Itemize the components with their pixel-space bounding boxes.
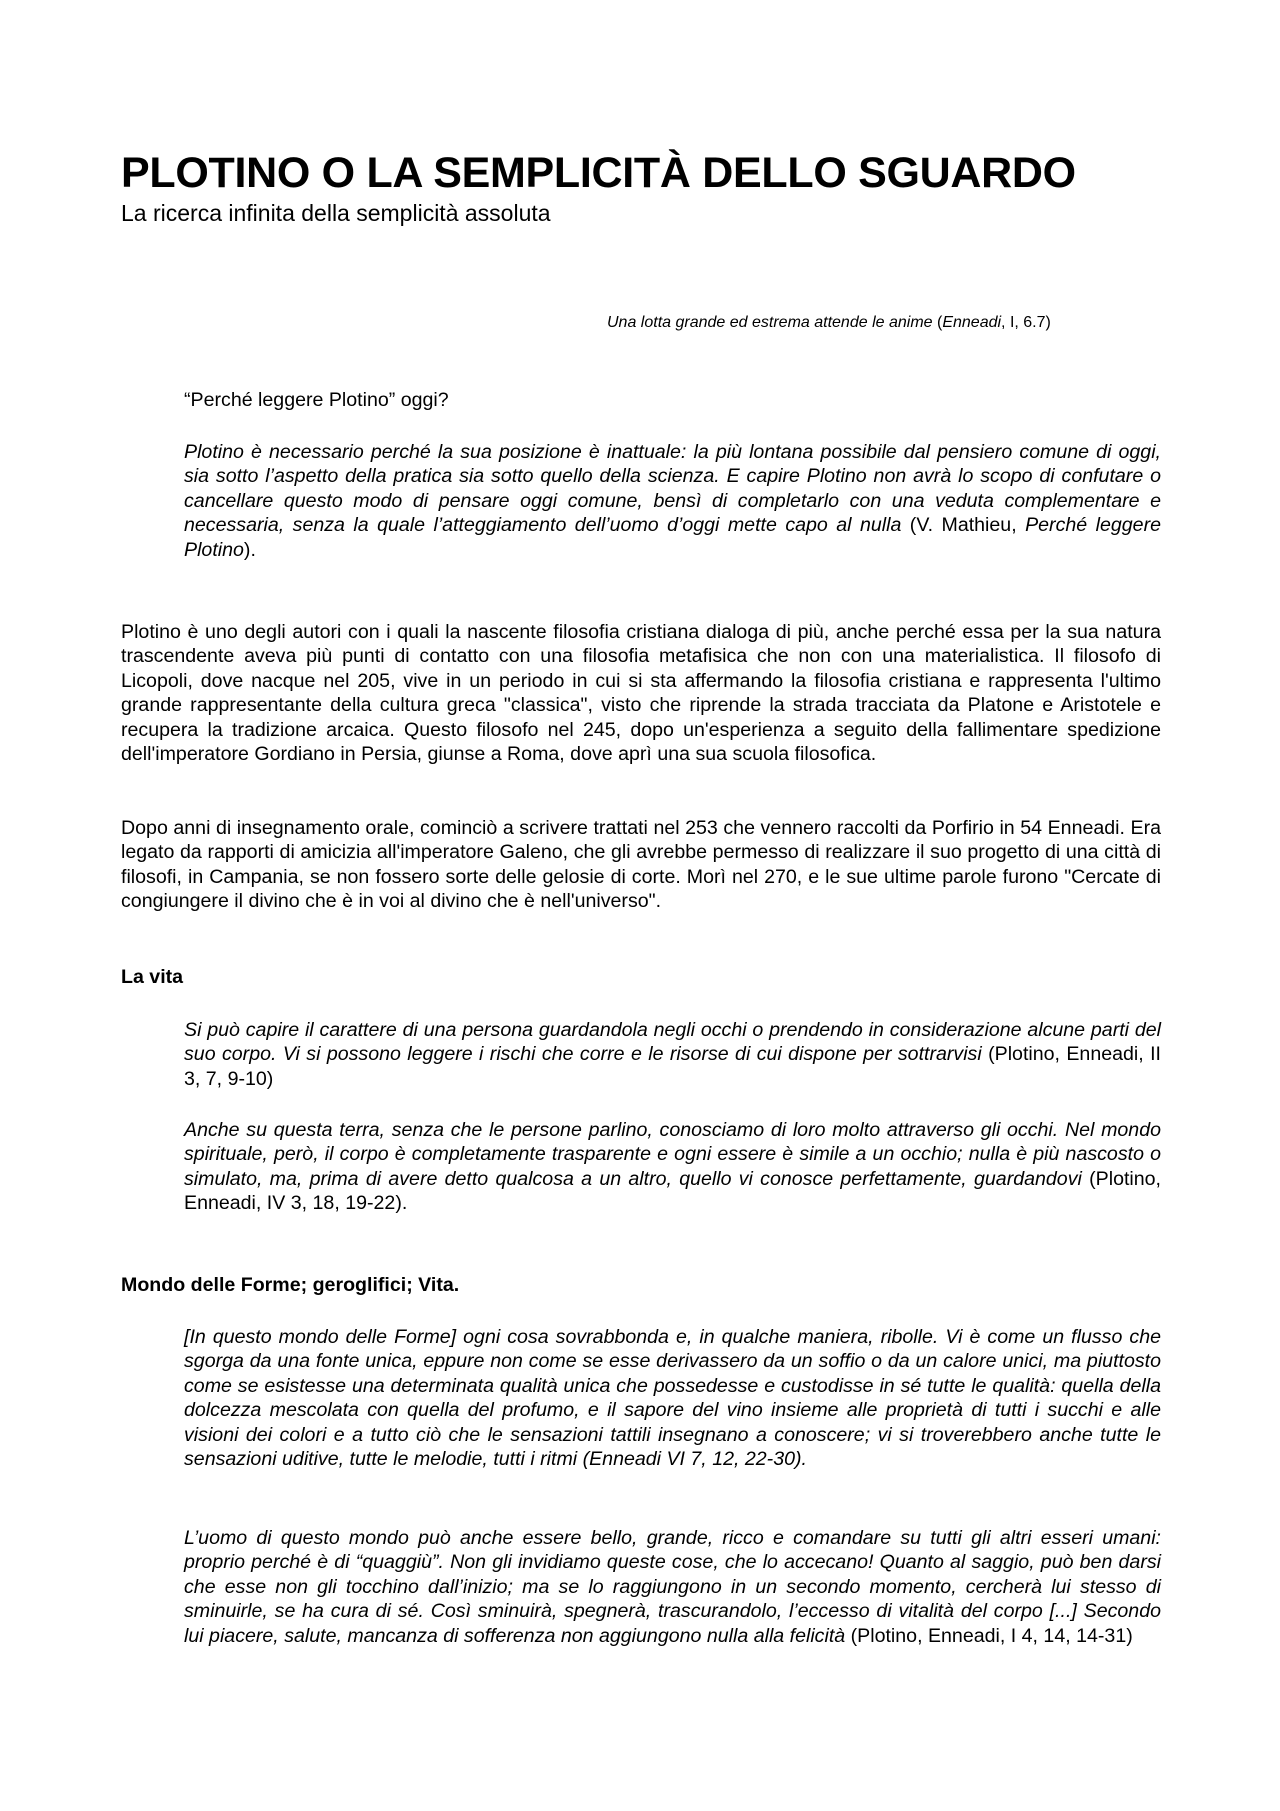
epigraph-source: Enneadi xyxy=(942,314,1002,331)
vita-quote-1 xyxy=(184,1018,1161,1091)
vita-quote-2-text: Anche su questa terra, senza che le persone parlino, conosciamo di loro molto attraverso gli occhi. Nel mondo spirituale, però, il corpo è completamente trasparente e ogni essere è simile a un occhio; nulla è più nascosto o simulato, ma, prima di avere detto qualcosa a un altro, quello vi conosce perfettamente, guardandovi xyxy=(184,1119,1161,1190)
section-heading-vita: La vita xyxy=(121,966,184,988)
vita-quote-2 xyxy=(184,1118,1161,1216)
forme-quote-1 xyxy=(184,1325,1161,1471)
forme-quote-1-text: [In questo mondo delle Forme] ogni cosa sovrabbonda e, in qualche maniera, ribolle. Vi è come un flusso che sgorga da una fonte unica, eppure non come se esse derivassero da un soffio o da un calore unici, ma piuttosto come se esistesse una determinata qualità unica che possedesse e custodisse in sé tutte le qualità: quella della dolcezza mescolata con quella del profumo, e il sapore del vino insieme alle proprietà di tutti i succhi e alle visioni dei colori e a tutto ciò che le sensazioni tattili insegnano a conoscere; vi si troverebbero anche tutte le sensazioni uditive, tutte le melodie, tutti i ritmi (Enneadi VI 7, 12, 22-30). xyxy=(184,1326,1161,1471)
vita-quote-1-text: Si può capire il carattere di una persona guardandola negli occhi o prendendo in considerazione alcune parti del suo corpo. Vi si possono leggere i rischi che corre e le risorse di cui dispone per sottrarvisi xyxy=(184,1019,1161,1066)
page-title: PLOTINO O LA SEMPLICITÀ DELLO SGUARDO xyxy=(121,149,1076,197)
vita-quote-1-cite: (Plotino, Enneadi, II 3, 7, 9-10) xyxy=(184,1043,1161,1090)
section-heading-forme: Mondo delle Forme; geroglifici; Vita. xyxy=(121,1274,460,1296)
page-subtitle: La ricerca infinita della semplicità assoluta xyxy=(121,200,551,226)
body-paragraph-2: Dopo anni di insegnamento orale, cominciò a scrivere trattati nel 253 che vennero raccolti da Porfirio in 54 Enneadi. Era legato da rapporti di amicizia all'imperatore Galeno, che gli avrebbe permesso di realizzare il suo progetto di una città di filosofi, in Campania, se non fossero sorte delle gelosie di corte. Morì nel 270, e le sue ultime parole furono "Cercate di congiungere il divino che è in voi al divino che è nell'universo". xyxy=(121,817,1161,913)
epigraph xyxy=(607,314,1051,332)
epigraph-ref: , I, 6.7) xyxy=(1001,314,1051,331)
epigraph-open: ( xyxy=(932,314,943,331)
intro-cite-close: ). xyxy=(243,538,256,561)
intro-question: “Perché leggere Plotino” oggi? xyxy=(184,389,449,411)
intro-cite-open: (V. Mathieu, xyxy=(901,514,1026,537)
forme-quote-2-text: L’uomo di questo mondo può anche essere bello, grande, ricco e comandare su tutti gli altri esseri umani: proprio perché è di “quaggiù”. Non gli invidiamo queste cose, che lo accecano! Quanto al saggio, può ben darsi che esse non gli tocchino dall’inizio; ma se lo raggiungono in un secondo momento, cercherà lui stesso di sminuirle, se ha cura di sé. Così sminuirà, spegnerà, trascurandolo, l’eccesso di vitalità del corpo [...] Secondo lui piacere, salute, mancanza di sofferenza non aggiungono nulla alla felicità xyxy=(184,1527,1161,1647)
forme-quote-2-cite: (Plotino, Enneadi, I 4, 14, 14-31) xyxy=(845,1624,1133,1647)
intro-cite-title: Perché leggere Plotino xyxy=(184,514,1161,561)
intro-quote xyxy=(184,440,1161,562)
body-paragraph-1: Plotino è uno degli autori con i quali la nascente filosofia cristiana dialoga di più, anche perché essa per la sua natura trascendente aveva più punti di contatto con una filosofia metafisica che non con una materialistica. Il filosofo di Licopoli, dove nacque nel 205, vive in un periodo in cui si sta affermando la filosofia cristiana e rappresenta l'ultimo grande rappresentante della cultura greca "classica", visto che riprende la strada tracciata da Platone e Aristotele e recupera la tradizione arcaica. Questo filosofo nel 245, dopo un'esperienza a seguito della fallimentare spedizione dell'imperatore Gordiano in Persia, giunse a Roma, dove aprì una sua scuola filosofica. xyxy=(121,621,1161,766)
intro-quote-text: Plotino è necessario perché la sua posizione è inattuale: la più lontana possibile dal pensiero comune di oggi, sia sotto l’aspetto della pratica sia sotto quello della scienza. E capire Plotino non avrà lo scopo di confutare o cancellare questo modo di pensare oggi comune, bensì di completarlo con una veduta complementare e necessaria, senza la quale l’atteggiamento dell’uomo d’oggi mette capo al nulla xyxy=(184,441,1161,537)
vita-quote-2-cite: (Plotino, Enneadi, IV 3, 18, 19-22). xyxy=(184,1167,1161,1215)
forme-quote-2 xyxy=(184,1526,1161,1648)
epigraph-quote: Una lotta grande ed estrema attende le anime xyxy=(607,314,933,331)
